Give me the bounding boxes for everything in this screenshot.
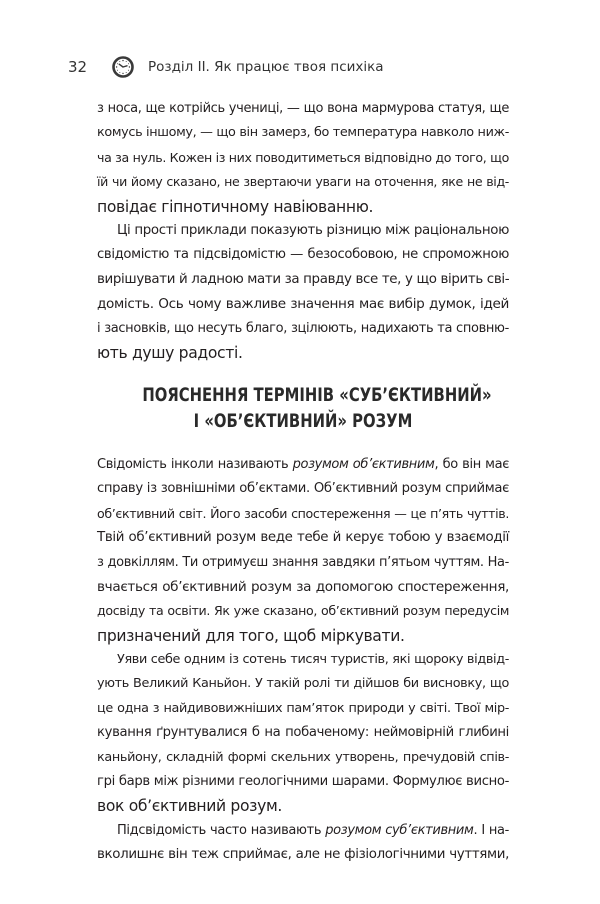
text-line: ча за нуль. Кожен із них поводитиметься відповідно до того, що	[97, 149, 509, 165]
text-line: з довкіллям. Ти отримуєш знання завдяки п’ятьом чуттям. На-	[97, 554, 509, 570]
text-run: , бо він має	[434, 457, 510, 472]
text-run: . І на-	[473, 823, 509, 838]
text-line: Уяви себе одним із сотень тисяч туристів, які щороку відвід-	[117, 652, 509, 667]
text-line: повідає гіпнотичному навіюванню.	[97, 197, 374, 216]
text-line: каньйону, складній формі скельних утворень, пречудовій спів-	[97, 749, 509, 765]
text-line: ують Великий Каньйон. У такій ролі ти дійшов би висновку, що	[97, 676, 509, 692]
section-heading	[142, 382, 492, 434]
page-number: 32	[68, 58, 88, 76]
text-line: досвіду та освіти. Як уже сказано, об’єктивний розум передусім	[97, 603, 509, 619]
text-line: справу із зовнішніми об’єктами. Об’єктивний розум сприймає	[97, 481, 509, 497]
paragraph-grand-canyon	[97, 648, 509, 819]
text-line: домість. Ось чому важливе значення має вибір думок, ідей	[97, 296, 509, 313]
text-line: з носа, ще котрійсь учениці, — що вона мармурова статуя, ще	[97, 101, 509, 116]
paragraph-objective-mind	[97, 453, 509, 648]
text-line: грі барв між різними геологічними шарами. Формулює висно-	[97, 774, 509, 790]
text-line: комусь іншому, — що він замерз, бо температура навколо ниж-	[97, 125, 509, 141]
text-line: вчається об’єктивний розум за допомогою спостереження,	[97, 579, 509, 596]
page-header	[68, 54, 384, 80]
text-line: об’єктивний світ. Його засоби спостереження — це п’ять чуттів.	[97, 505, 509, 521]
text-line: вколишнє він теж сприймає, але не фізіологічними чуттями,	[97, 847, 509, 863]
text-line: їй чи йому сказано, не звертаючи уваги на оточення, яке не від-	[97, 174, 509, 190]
paragraph-hypnosis-end	[97, 97, 509, 219]
heading-line-2: І «ОБ’ЄКТИВНИЙ» РОЗУМ	[193, 410, 413, 432]
text-run: Свідомість інколи називають	[97, 457, 293, 472]
emphasis-term: розумом об’єктивним	[292, 457, 435, 472]
text-line: призначений для того, щоб міркувати.	[97, 626, 405, 645]
heading-line-1: ПОЯСНЕННЯ ТЕРМІНІВ «СУБ’ЄКТИВНИЙ»	[142, 384, 492, 406]
text-line: це одна з найдивовижніших пам’яток природи у світі. Твої мір-	[97, 700, 509, 716]
text-line: Твій об’єктивний розум веде тебе й керує тобою у взаємодії	[97, 530, 509, 546]
paragraph-subjective-mind	[97, 819, 509, 868]
clock-icon	[112, 56, 134, 78]
text-line: ють душу радості.	[97, 344, 243, 363]
text-run: Підсвідомість часто називають	[117, 823, 326, 838]
text-line: кування ґрунтувалися б на побаченому: неймовірній глибині	[97, 725, 509, 741]
emphasis-term: розумом суб’єктивним	[325, 823, 474, 838]
text-line: вирішувати й ладною мати за правду все те, у що вірить сві-	[97, 271, 510, 287]
paragraph-simple-examples	[97, 219, 509, 365]
text-line: вок об’єктивний розум.	[97, 797, 283, 816]
text-line	[97, 453, 509, 477]
text-line: свідомістю та підсвідомістю — безособовою, не спроможною	[97, 247, 509, 263]
text-line	[97, 819, 509, 843]
running-title: Розділ II. Як працює твоя психіка	[148, 59, 384, 75]
text-line: Ці прості приклади показують різницю між раціональною	[117, 223, 509, 238]
text-line: і засновків, що несуть благо, зцілюють, надихають та сповню-	[97, 320, 509, 336]
